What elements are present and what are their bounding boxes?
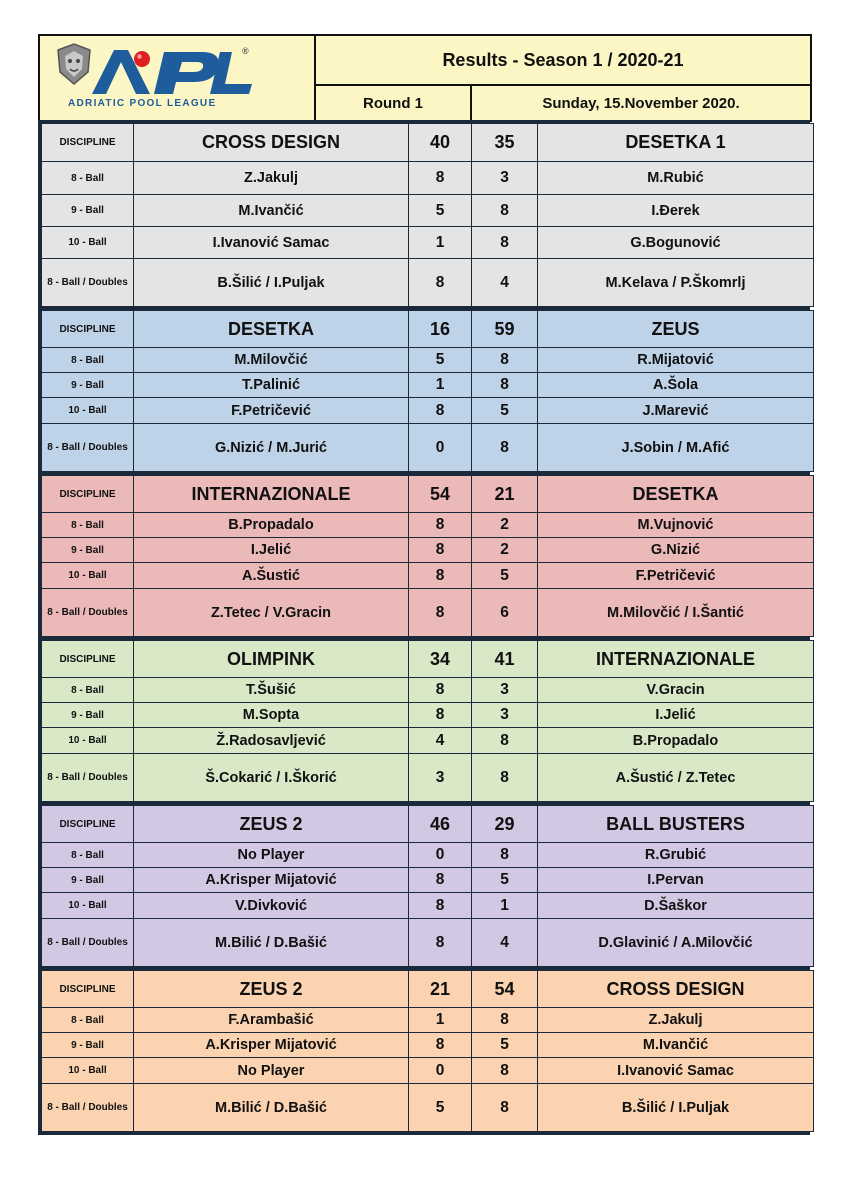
away-player: G.Bogunović — [538, 227, 814, 259]
away-player: A.Šola — [538, 373, 814, 398]
home-player-score: 5 — [409, 195, 472, 227]
game-row — [42, 1084, 814, 1132]
match-header-row — [42, 971, 814, 1008]
away-team-score: 35 — [472, 124, 538, 162]
home-player-score: 8 — [409, 703, 472, 728]
away-player: M.Vujnović — [538, 513, 814, 538]
match-block — [38, 120, 810, 307]
results-title: Results - Season 1 / 2020-21 — [315, 35, 811, 85]
match-block — [38, 802, 810, 967]
discipline-cell: 9 - Ball — [42, 538, 134, 563]
logo-subtitle: ADRIATIC POOL LEAGUE — [68, 98, 217, 109]
game-row — [42, 1008, 814, 1033]
away-player-score: 5 — [472, 1033, 538, 1058]
away-player-score: 4 — [472, 259, 538, 307]
home-team-name: INTERNAZIONALE — [134, 476, 409, 513]
game-row — [42, 259, 814, 307]
home-player: T.Palinić — [134, 373, 409, 398]
game-row — [42, 728, 814, 754]
home-player-score: 5 — [409, 348, 472, 373]
game-row — [42, 563, 814, 589]
home-team-name: CROSS DESIGN — [134, 124, 409, 162]
discipline-cell: 10 - Ball — [42, 1058, 134, 1084]
away-team-score: 21 — [472, 476, 538, 513]
away-player: R.Grubić — [538, 843, 814, 868]
game-row — [42, 868, 814, 893]
away-player-score: 5 — [472, 868, 538, 893]
discipline-header: DISCIPLINE — [42, 311, 134, 348]
away-player: D.Šaškor — [538, 893, 814, 919]
discipline-cell: 8 - Ball — [42, 348, 134, 373]
home-player: Z.Tetec / V.Gracin — [134, 589, 409, 637]
away-player-score: 8 — [472, 373, 538, 398]
away-player: D.Glavinić / A.Milovčić — [538, 919, 814, 967]
away-team-name: ZEUS — [538, 311, 814, 348]
away-player-score: 5 — [472, 563, 538, 589]
game-row — [42, 195, 814, 227]
home-team-name: DESETKA — [134, 311, 409, 348]
home-player-score: 4 — [409, 728, 472, 754]
home-player-score: 8 — [409, 589, 472, 637]
home-player-score: 8 — [409, 678, 472, 703]
away-player: J.Sobin / M.Afić — [538, 424, 814, 472]
match-header-row — [42, 124, 814, 162]
home-player-score: 5 — [409, 1084, 472, 1132]
discipline-cell: 10 - Ball — [42, 227, 134, 259]
discipline-cell: 8 - Ball — [42, 1008, 134, 1033]
match-table — [41, 475, 814, 637]
home-player: M.Sopta — [134, 703, 409, 728]
away-player: R.Mijatović — [538, 348, 814, 373]
away-team-score: 29 — [472, 806, 538, 843]
discipline-cell: 9 - Ball — [42, 195, 134, 227]
discipline-cell: 10 - Ball — [42, 398, 134, 424]
home-player: M.Bilić / D.Bašić — [134, 919, 409, 967]
away-player: V.Gracin — [538, 678, 814, 703]
home-player: No Player — [134, 1058, 409, 1084]
home-player-score: 1 — [409, 1008, 472, 1033]
results-header — [38, 34, 810, 120]
discipline-header: DISCIPLINE — [42, 124, 134, 162]
home-team-score: 16 — [409, 311, 472, 348]
away-team-name: BALL BUSTERS — [538, 806, 814, 843]
game-row — [42, 1058, 814, 1084]
game-row — [42, 348, 814, 373]
game-row — [42, 678, 814, 703]
discipline-cell: 9 - Ball — [42, 373, 134, 398]
discipline-cell: 8 - Ball — [42, 843, 134, 868]
home-player: A.Šustić — [134, 563, 409, 589]
discipline-cell: 8 - Ball / Doubles — [42, 424, 134, 472]
game-row — [42, 893, 814, 919]
discipline-cell: 8 - Ball — [42, 678, 134, 703]
home-player: Z.Jakulj — [134, 162, 409, 195]
discipline-cell: 9 - Ball — [42, 1033, 134, 1058]
away-player: Z.Jakulj — [538, 1008, 814, 1033]
league-logo — [39, 35, 315, 121]
away-team-score: 41 — [472, 641, 538, 678]
home-player: M.Milovčić — [134, 348, 409, 373]
away-team-name: CROSS DESIGN — [538, 971, 814, 1008]
game-row — [42, 513, 814, 538]
game-row — [42, 538, 814, 563]
away-player-score: 1 — [472, 893, 538, 919]
home-player: A.Krisper Mijatović — [134, 1033, 409, 1058]
home-player: A.Krisper Mijatović — [134, 868, 409, 893]
away-team-name: DESETKA — [538, 476, 814, 513]
discipline-cell: 10 - Ball — [42, 893, 134, 919]
discipline-header: DISCIPLINE — [42, 806, 134, 843]
away-player-score: 3 — [472, 678, 538, 703]
home-player: V.Divković — [134, 893, 409, 919]
discipline-cell: 8 - Ball — [42, 162, 134, 195]
discipline-cell: 10 - Ball — [42, 563, 134, 589]
home-player-score: 0 — [409, 843, 472, 868]
date-label: Sunday, 15.November 2020. — [471, 85, 811, 121]
home-player-score: 8 — [409, 563, 472, 589]
match-header-row — [42, 311, 814, 348]
home-team-name: ZEUS 2 — [134, 971, 409, 1008]
away-player-score: 4 — [472, 919, 538, 967]
home-player: Š.Cokarić / I.Škorić — [134, 754, 409, 802]
away-player-score: 8 — [472, 348, 538, 373]
away-player-score: 2 — [472, 538, 538, 563]
match-block — [38, 472, 810, 637]
home-player-score: 1 — [409, 227, 472, 259]
match-block — [38, 307, 810, 472]
home-team-name: OLIMPINK — [134, 641, 409, 678]
away-player: M.Kelava / P.Škomrlj — [538, 259, 814, 307]
home-player: Ž.Radosavljević — [134, 728, 409, 754]
home-player-score: 8 — [409, 513, 472, 538]
match-table — [41, 640, 814, 802]
away-player: B.Propadalo — [538, 728, 814, 754]
game-row — [42, 919, 814, 967]
discipline-cell: 8 - Ball / Doubles — [42, 919, 134, 967]
discipline-cell: 10 - Ball — [42, 728, 134, 754]
home-player: M.Ivančić — [134, 195, 409, 227]
home-player-score: 0 — [409, 424, 472, 472]
home-team-score: 54 — [409, 476, 472, 513]
home-player-score: 8 — [409, 919, 472, 967]
game-row — [42, 227, 814, 259]
away-player: B.Šilić / I.Puljak — [538, 1084, 814, 1132]
match-header-row — [42, 641, 814, 678]
away-team-name: INTERNAZIONALE — [538, 641, 814, 678]
discipline-header: DISCIPLINE — [42, 971, 134, 1008]
home-player: B.Propadalo — [134, 513, 409, 538]
home-player: B.Šilić / I.Puljak — [134, 259, 409, 307]
away-player-score: 3 — [472, 703, 538, 728]
match-table — [41, 310, 814, 472]
match-table — [41, 123, 814, 307]
discipline-cell: 8 - Ball / Doubles — [42, 259, 134, 307]
away-player-score: 8 — [472, 1084, 538, 1132]
home-player-score: 8 — [409, 1033, 472, 1058]
match-block — [38, 637, 810, 802]
away-player-score: 6 — [472, 589, 538, 637]
home-player: F.Arambašić — [134, 1008, 409, 1033]
away-player: I.Đerek — [538, 195, 814, 227]
game-row — [42, 424, 814, 472]
home-player: T.Šušić — [134, 678, 409, 703]
away-team-score: 59 — [472, 311, 538, 348]
matches-list — [38, 120, 810, 1135]
game-row — [42, 398, 814, 424]
away-player: G.Nizić — [538, 538, 814, 563]
away-player-score: 8 — [472, 195, 538, 227]
game-row — [42, 703, 814, 728]
away-player: F.Petričević — [538, 563, 814, 589]
match-table — [41, 970, 814, 1132]
away-team-score: 54 — [472, 971, 538, 1008]
away-player: M.Rubić — [538, 162, 814, 195]
game-row — [42, 1033, 814, 1058]
home-player-score: 8 — [409, 259, 472, 307]
home-team-score: 21 — [409, 971, 472, 1008]
home-player: I.Jelić — [134, 538, 409, 563]
game-row — [42, 373, 814, 398]
away-player-score: 8 — [472, 754, 538, 802]
home-player: No Player — [134, 843, 409, 868]
away-player: J.Marević — [538, 398, 814, 424]
game-row — [42, 589, 814, 637]
game-row — [42, 162, 814, 195]
discipline-cell: 8 - Ball / Doubles — [42, 589, 134, 637]
discipline-cell: 8 - Ball — [42, 513, 134, 538]
away-player: I.Jelić — [538, 703, 814, 728]
game-row — [42, 843, 814, 868]
away-player-score: 8 — [472, 1008, 538, 1033]
home-player-score: 8 — [409, 893, 472, 919]
away-player-score: 8 — [472, 843, 538, 868]
away-player: I.Ivanović Samac — [538, 1058, 814, 1084]
away-player-score: 8 — [472, 227, 538, 259]
match-table — [41, 805, 814, 967]
game-row — [42, 754, 814, 802]
discipline-cell: 8 - Ball / Doubles — [42, 754, 134, 802]
away-player: I.Pervan — [538, 868, 814, 893]
away-player-score: 3 — [472, 162, 538, 195]
home-team-score: 46 — [409, 806, 472, 843]
registered-mark: ® — [242, 46, 249, 56]
away-player: M.Milovčić / I.Šantić — [538, 589, 814, 637]
home-team-score: 34 — [409, 641, 472, 678]
round-label: Round 1 — [315, 85, 471, 121]
home-player: F.Petričević — [134, 398, 409, 424]
home-team-score: 40 — [409, 124, 472, 162]
discipline-cell: 9 - Ball — [42, 868, 134, 893]
away-player-score: 8 — [472, 424, 538, 472]
home-player: G.Nizić / M.Jurić — [134, 424, 409, 472]
discipline-cell: 9 - Ball — [42, 703, 134, 728]
away-player: M.Ivančić — [538, 1033, 814, 1058]
discipline-header: DISCIPLINE — [42, 476, 134, 513]
home-player-score: 8 — [409, 398, 472, 424]
match-header-row — [42, 476, 814, 513]
away-player-score: 5 — [472, 398, 538, 424]
home-player: M.Bilić / D.Bašić — [134, 1084, 409, 1132]
home-player-score: 8 — [409, 162, 472, 195]
discipline-header: DISCIPLINE — [42, 641, 134, 678]
away-player-score: 2 — [472, 513, 538, 538]
match-header-row — [42, 806, 814, 843]
home-player-score: 8 — [409, 538, 472, 563]
home-player-score: 8 — [409, 868, 472, 893]
home-player-score: 3 — [409, 754, 472, 802]
discipline-cell: 8 - Ball / Doubles — [42, 1084, 134, 1132]
lion-logo-icon — [52, 42, 262, 98]
home-team-name: ZEUS 2 — [134, 806, 409, 843]
home-player-score: 0 — [409, 1058, 472, 1084]
match-block — [38, 967, 810, 1135]
away-player: A.Šustić / Z.Tetec — [538, 754, 814, 802]
away-team-name: DESETKA 1 — [538, 124, 814, 162]
away-player-score: 8 — [472, 1058, 538, 1084]
home-player: I.Ivanović Samac — [134, 227, 409, 259]
home-player-score: 1 — [409, 373, 472, 398]
away-player-score: 8 — [472, 728, 538, 754]
